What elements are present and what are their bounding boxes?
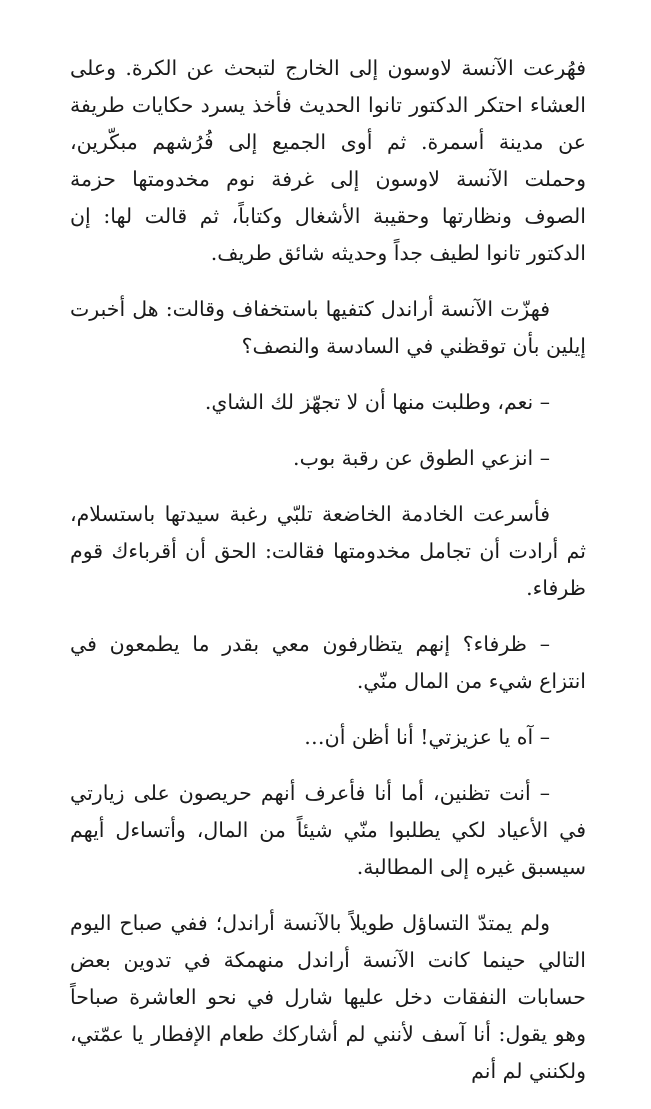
paragraph-dialogue-3: – ظرفاء؟ إنهم يتظارفون معي بقدر ما يطمعون في انتزاع شيء من المال منّي. bbox=[70, 632, 586, 693]
paragraph-dialogue-4: – آه يا عزيزتي! أنا أظن أن… bbox=[304, 725, 550, 749]
paragraph-narration-4: ولم يمتدّ التساؤل طويلاً بالآنسة أراندل؛ ففي صباح اليوم التالي حينما كانت الآنسة أراندل منهمكة في تدوين بعض حسابات النفقات دخل عليها شارل في نحو العاشرة صباحاً وهو يقول: أنا آسف لأنني لم أشاركك طعام الإفطار يا عمّتي، ولكنني لم أنم bbox=[70, 911, 586, 1083]
paragraph-dialogue-2: – انزعي الطوق عن رقبة بوب. bbox=[293, 446, 550, 470]
paragraph-narration-2: فهزّت الآنسة أراندل كتفيها باستخفاف وقالت: هل أخبرت إيلين بأن توقظني في السادسة والنصف؟ bbox=[70, 297, 586, 358]
paragraph-dialogue-5: – أنت تظنين، أما أنا فأعرف أنهم حريصون على زيارتي في الأعياد لكي يطلبوا منّي شيئاً من المال، وأتساءل أيهم سيسبق غيره إلى المطالبة. bbox=[70, 781, 586, 879]
book-page bbox=[70, 50, 586, 1109]
paragraph-dialogue-1: – نعم، وطلبت منها أن لا تجهّز لك الشاي. bbox=[204, 390, 550, 414]
paragraph-narration-3: فأسرعت الخادمة الخاضعة تلبّي رغبة سيدتها باستسلام، ثم أرادت أن تجامل مخدومتها فقالت: الحق أن أقرباءك قوم ظرفاء. bbox=[70, 502, 586, 600]
paragraph-narration-1: فهُرعت الآنسة لاوسون إلى الخارج لتبحث عن الكرة. وعلى العشاء احتكر الدكتور تانوا الحديث فأخذ يسرد حكايات طريفة عن مدينة أسمرة. ثم أوى الجميع إلى فُرُشهم مبكّرين، وحملت الآنسة لاوسون إلى غرفة نوم مخدومتها حزمة الصوف ونظارتها وحقيبة الأشغال وكتاباً، ثم قالت لها: إن الدكتور تانوا لطيف جداً وحديثه شائق طريف. bbox=[70, 56, 586, 265]
